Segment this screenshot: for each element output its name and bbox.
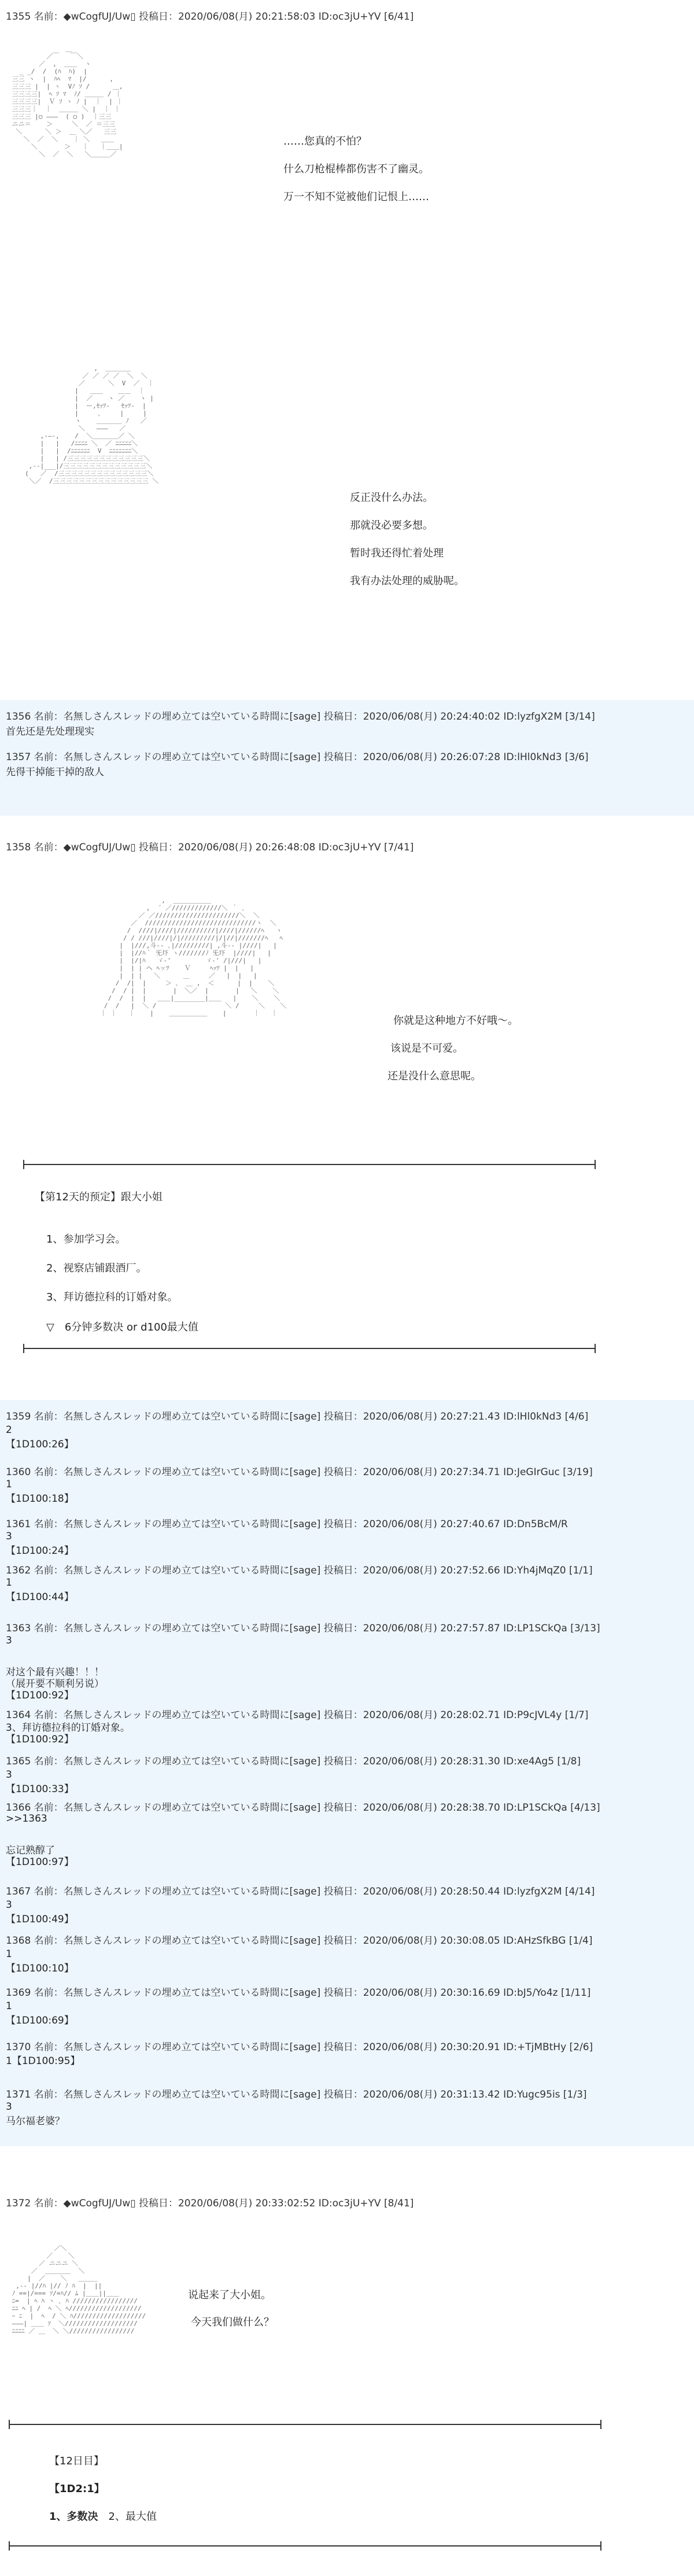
post-header: 1372 名前：◆wCogfUJ/Uw▯ 投稿日：2020/06/08(月) 20:33:02:52 ID:oc3jU+YV [8/41] (6, 2198, 414, 2209)
dice-roll: 【1D100:26】 (6, 1439, 74, 1450)
dice-roll: 1【1D100:95】 (6, 2055, 80, 2067)
divider-line (9, 2424, 601, 2425)
dice-roll: 【1D100:49】 (6, 1914, 74, 1925)
vote-post-1364 (0, 1707, 694, 1753)
post-text: 忘记熟醇了 (6, 1845, 55, 1856)
dialogue-line: ……您真的不怕？ (283, 135, 367, 148)
post-header: 1355 名前：◆wCogfUJ/Uw▯ 投稿日：2020/06/08(月) 20:21:58:03 ID:oc3jU+YV [6/41] (6, 11, 414, 23)
schedule-option: 1、参加学习会。 (46, 1233, 126, 1245)
dialogue-line: 暂时我还得忙着处理 (350, 547, 444, 559)
post-header: 1356 名前：名無しさんスレッドの埋め立ては空いている時間に[sage] 投稿日：2020/06/08(月) 20:24:40:02 ID:lyzfgX2M [3/14] (6, 711, 595, 723)
divider-line (23, 1164, 596, 1165)
dialogue-line: 那就没必要多想。 (350, 519, 433, 532)
post-header: 1368 名前：名無しさんスレッドの埋め立ては空いている時間に[sage] 投稿日：2020/06/08(月) 20:30:08.05 ID:AHzSfkBG [1/4] (6, 1935, 593, 1947)
vote-post-1371 (0, 2077, 694, 2146)
post-header: 1366 名前：名無しさんスレッドの埋め立ては空いている時間に[sage] 投稿日：2020/06/08(月) 20:28:38.70 ID:LP1SCkQa [4/13] (6, 1802, 600, 1814)
vote-post-1362 (0, 1562, 694, 1620)
post-text: 1 (6, 1479, 12, 1490)
dialogue-line: 今天我们做什么？ (191, 2316, 274, 2328)
post-header: 1364 名前：名無しさんスレッドの埋め立ては空いている時間に[sage] 投稿日：2020/06/08(月) 20:28:02.71 ID:P9cJVL4y [1/7] (6, 1709, 589, 1721)
dice-roll: 【1D100:92】 (6, 1690, 74, 1701)
post-header: 1362 名前：名無しさんスレッドの埋め立ては空いている時間に[sage] 投稿日：2020/06/08(月) 20:27:52.66 ID:Yh4jMqZ0 [1/1] (6, 1565, 593, 1576)
vote-post-1369 (0, 1984, 694, 2036)
vote-post-1361 (0, 1516, 694, 1562)
post-text: 3 (6, 1531, 12, 1542)
dialogue-line: 我有办法处理的威胁呢。 (350, 575, 464, 587)
post-text: 2 (6, 1424, 12, 1436)
dialogue-line: 反正没什么办法。 (350, 492, 433, 504)
post-header: 1369 名前：名無しさんスレッドの埋め立ては空いている時間に[sage] 投稿日：2020/06/08(月) 20:30:16.69 ID:bJ5/Yo4z [1/11] (6, 1987, 591, 1999)
dice-roll: 【1D100:97】 (6, 1856, 74, 1868)
dice-roll: 【1D100:33】 (6, 1783, 74, 1795)
dice-roll: 【1D100:44】 (6, 1591, 74, 1603)
post-header: 1363 名前：名無しさんスレッドの埋め立ては空いている時間に[sage] 投稿日：2020/06/08(月) 20:27:57.87 ID:LP1SCkQa [3/13] (6, 1623, 600, 1634)
divider-line (9, 2545, 601, 2546)
day-label: 【12日目】 (49, 2455, 104, 2467)
vote-instruction: ▽ 6分钟多数决 or d100最大值 (46, 1321, 198, 1333)
post-header: 1371 名前：名無しさんスレッドの埋め立ては空いている時間に[sage] 投稿日：2020/06/08(月) 20:31:13.42 ID:Yugc95is [1/3] (6, 2089, 587, 2100)
ascii-art-girl-small: ／＼ ／ ＼ ／ ニニニ ＼ ／ ＿＿＿＿ ＼ | ／ ＼ ＿＿＿ ,-‐ |//ﾊ |// ﾉ ﾊ | || ﾉ ==|/=== ｿ/=ﾊ// ﾑ |＿＿||＿＿ ﾆ= | ﾍ ﾊ ヽ ､ ﾊ ///////////////// ﾆﾆ ﾍ | / ﾍ ＼ ﾍ/////////////////// ｰ ﾆ | ﾍ / ＼ ﾊ/////////////////// ―――| ＿＿ ｿ ＼/////////////////// ﾆﾆﾆﾆ ／ ＿ ＼ ＼///////////////// (12, 2245, 146, 2335)
dice-roll: 【1D100:10】 (6, 1963, 74, 1974)
vote-post-1367 (0, 1883, 694, 1932)
post-1356 (0, 700, 694, 746)
post-text: 3 (6, 1769, 12, 1781)
post-1358 (0, 816, 694, 1400)
method-majority: 1、多数决 (49, 2511, 98, 2523)
post-header: 1370 名前：名無しさんスレッドの埋め立ては空いている時間に[sage] 投稿日：2020/06/08(月) 20:30:20.91 ID:+TjMBtHy [2/6] (6, 2041, 593, 2053)
dice-roll: 【1D100:18】 (6, 1493, 74, 1505)
post-text: 3、拜访德拉科的订婚对象。 (6, 1722, 130, 1734)
schedule-option: 3、拜访德拉科的订婚对象。 (46, 1291, 178, 1303)
post-text: 马尔福老婆？ (6, 2116, 65, 2127)
post-text: 3 (6, 1635, 12, 1646)
post-text: 对这个最有兴趣！！！ (6, 1667, 104, 1678)
dialogue-line: 万一不知不觉被他们记恨上…… (283, 191, 429, 203)
vote-post-1363 (0, 1620, 694, 1707)
vote-post-1366 (0, 1799, 694, 1883)
post-text: 1 (6, 2000, 12, 2012)
dialogue-line: 该说是不可爱。 (390, 1042, 463, 1055)
vote-post-1365 (0, 1753, 694, 1799)
ascii-art-girl: , ＿＿＿＿＿＿ , ´ ／/////////////＼ ｀ ､ ／ ／//////////////////////＼ ＼ ／ /////////////////////////////ヽ ＼ / ////|////|//////////|////|//////ﾍ ヽ / / ///|////|/|/////////|/|//|///////ﾍ ﾍ | |///,斗-‐ ､|/////////| ,斗-‐ |////| | | |//ﾊ｀ 旡圷 ヽ///////ﾉ 旡圷 |////| | | |/|ﾊ ゞ-' ゞ-' /|///| | | | | ヘ ﾍッﾂ Ｖ ﾍｯﾂ | | | | | | ＼ ＿ ／ | | | / /| | ＞ ､ ＿ , ＜ | | ＼ / / | | | ＼／ | | ＼ ＼ / / | | ＿＿|________|＿＿ | ＼ ＼ / / | ＼ / ＼ / ＼ ＼ ｜ ｜ ｜ | ＿＿＿＿＿＿ | ｜ ｜ (100, 897, 287, 1017)
method-max: 2、最大值 (108, 2511, 157, 2523)
dice-result: 【1D2:1】 (49, 2483, 105, 2495)
post-header: 1358 名前：◆wCogfUJ/Uw▯ 投稿日：2020/06/08(月) 20:26:48:08 ID:oc3jU+YV [7/41] (6, 842, 414, 853)
dialogue-line: 什么刀枪棍棒都伤害不了幽灵。 (283, 163, 429, 175)
post-text: 首先还是先处理现实 (6, 726, 94, 738)
vote-post-1370 (0, 2036, 694, 2077)
post-text: 1 (6, 1948, 12, 1960)
post-header: 1357 名前：名無しさんスレッドの埋め立ては空いている時間に[sage] 投稿日：2020/06/08(月) 20:26:07:28 ID:lHl0kNd3 [3/6] (6, 751, 589, 763)
post-text: （展开要不顺利另说） (6, 1678, 104, 1690)
post-header: 1359 名前：名無しさんスレッドの埋め立ては空いている時間に[sage] 投稿日：2020/06/08(月) 20:27:21.43 ID:lHl0kNd3 [4/6] (6, 1411, 589, 1422)
schedule-title: 【第12天的预定】跟大小姐 (35, 1191, 163, 1203)
dice-roll: 【1D100:69】 (6, 2015, 74, 2026)
post-header: 1360 名前：名無しさんスレッドの埋め立ては空いている時間に[sage] 投稿日：2020/06/08(月) 20:27:34.71 ID:JeGIrGuc [3/19] (6, 1466, 593, 1478)
vote-post-1368 (0, 1932, 694, 1984)
ascii-art-ghost: ＿ ／￣ ￣＼ ／ , ＿＿ ヽ _ _/ / (ﾊ ﾊ) | 三三 ヽ | ﾊﾍ ﾏ |/ , 三三三 | | ヽ Vﾉ ｿ / ＿, 三三三三| ﾍ ｿ ﾏ ﾉ/ ＿＿＿ / ｜ 三三三三| Ｖ ｿ ヽ ﾉ | ｜ | ｜ 三三三｜ ｜ ＿＿＿ ＼ | ｜ ｜ 三三三 |○ ――― ( ○ ) ｜三三 ニニ＝ ＞ ＼ ／ ＝三三 ＼ ＼ ＞ ＿ ＼／ 三三 ＼ ／ ＼ ｜ ＼ ＿＿ ＼ ＞ ｜ ｜＿＿| ＼ ／ ＼ ＼＿＿＿／ (12, 45, 123, 158)
post-1357 (0, 746, 694, 816)
post-text: 1 (6, 1577, 12, 1589)
post-1372 (0, 2146, 694, 2576)
dice-roll: 【1D100:24】 (6, 1545, 74, 1557)
post-text: >>1363 (6, 1813, 47, 1825)
dice-roll: 【1D100:92】 (6, 1734, 74, 1745)
post-1355 (0, 0, 694, 700)
vote-post-1360 (0, 1458, 694, 1516)
post-header: 1361 名前：名無しさんスレッドの埋め立ては空いている時間に[sage] 投稿日：2020/06/08(月) 20:27:40.67 ID:Dn5BcM/R (6, 1519, 568, 1530)
dialogue-line: 你就是这种地方不好哦～。 (393, 1015, 518, 1027)
vote-post-1359 (0, 1400, 694, 1458)
post-text: 3 (6, 2101, 12, 2113)
post-text: 先得干掉能干掉的敌人 (6, 766, 104, 778)
ascii-art-man: , ＿＿＿＿ ／ ／ ／ ／ ＼ ＼ ／ ＼ V ／ ｜ | ＿＿ ＿＿ ｜ | ／ ヽ ／ ヽ | | ー,ｾｯﾂ- ｾｯﾂ- | | ､ | | ヽ ＿＿＿＿ ﾉ ／ ＼ ――― ／ ,-―-, / ＼＿＿＿＿／ ＼ | | /ﾆﾆﾆﾆ ＼ ／ ﾆﾆﾆﾆﾆ＼ | | /ﾆﾆﾆﾆﾆﾆ V ﾆﾆﾆﾆﾆﾆﾆ＼ | | /三三三三三三三三三三三三＼ ,--|___|/三三三三三三三三三三三三三＼ ( ／ /三三三三三三三三三三三三三三＼ ＼／ /三三三三三三三三三三三三三三三 ＼ (25, 364, 159, 485)
post-text: 3 (6, 1899, 12, 1911)
divider-line (23, 1348, 596, 1349)
dialogue-line: 还是没什么意思呢。 (387, 1070, 481, 1082)
post-header: 1367 名前：名無しさんスレッドの埋め立ては空いている時間に[sage] 投稿日：2020/06/08(月) 20:28:50.44 ID:lyzfgX2M [4/14] (6, 1886, 595, 1897)
dialogue-line: 说起来了大小姐。 (188, 2289, 271, 2301)
decision-method (49, 2508, 157, 2523)
schedule-option: 2、视察店铺跟酒厂。 (46, 1262, 147, 1274)
post-header: 1365 名前：名無しさんスレッドの埋め立ては空いている時間に[sage] 投稿日：2020/06/08(月) 20:28:31.30 ID:xe4Ag5 [1/8] (6, 1756, 581, 1767)
